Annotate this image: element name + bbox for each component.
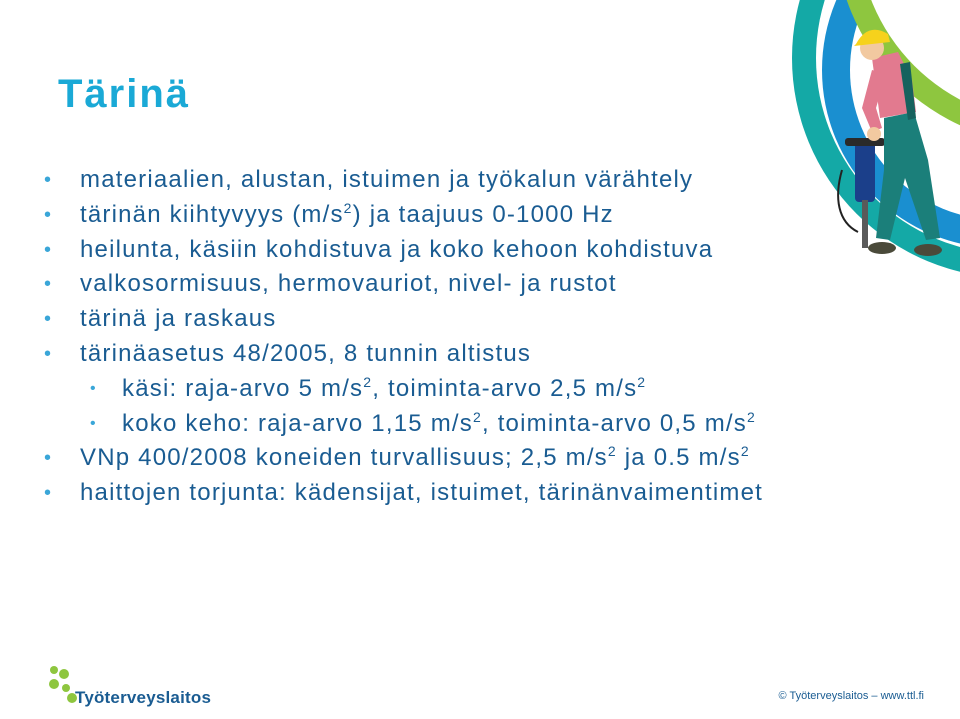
bullet-item <box>44 476 763 511</box>
sub-bullet-item <box>44 407 763 442</box>
bullet-item <box>44 441 763 476</box>
logo-text: Työterveyslaitos <box>75 688 212 707</box>
bullet-text: valkosormisuus, hermovauriot, nivel- ja rustot <box>80 270 617 298</box>
bullet-text: VNp 400/2008 koneiden turvallisuus; 2,5 $m/s^2$ ja 0.5 $m/s^2$ <box>80 443 750 472</box>
bullet-item <box>44 233 763 268</box>
bullet-text: käsi: raja-arvo 5 $m/s^2$, toiminta-arvo 2,5 $m/s^2$ <box>122 373 647 402</box>
bullet-item <box>44 198 763 233</box>
page-title: Tärinä <box>58 72 191 116</box>
bullet-text: koko keho: raja-arvo 1,15 $m/s^2$, toiminta-arvo 0,5 $m/s^2$ <box>122 408 756 437</box>
bullet-item <box>44 302 763 337</box>
bullet-item <box>44 267 763 302</box>
bullet-text: haittojen torjunta: kädensijat, istuimet, tärinänvaimentimet <box>80 479 763 507</box>
bullet-item <box>44 163 763 198</box>
bullet-text: materiaalien, alustan, istuimen ja työkalun värähtely <box>80 166 694 193</box>
footer-copyright: © Työterveyslaitos – www.ttl.fi <box>778 690 924 702</box>
bullet-text: tärinä ja raskaus <box>80 305 277 333</box>
ttl-logo-icon <box>46 664 78 706</box>
sub-bullet-item <box>44 372 763 407</box>
bullet-text: tärinäasetus 48/2005, 8 tunnin altistus <box>80 339 532 367</box>
bullet-list <box>44 163 763 511</box>
bullet-text: tärinän kiihtyvyys $(m/s^2)$ ja taajuus 0-1000 Hz <box>80 199 614 228</box>
bullet-text: heilunta, käsiin kohdistuva ja koko kehoon kohdistuva <box>80 235 714 263</box>
bullet-item <box>44 337 763 372</box>
